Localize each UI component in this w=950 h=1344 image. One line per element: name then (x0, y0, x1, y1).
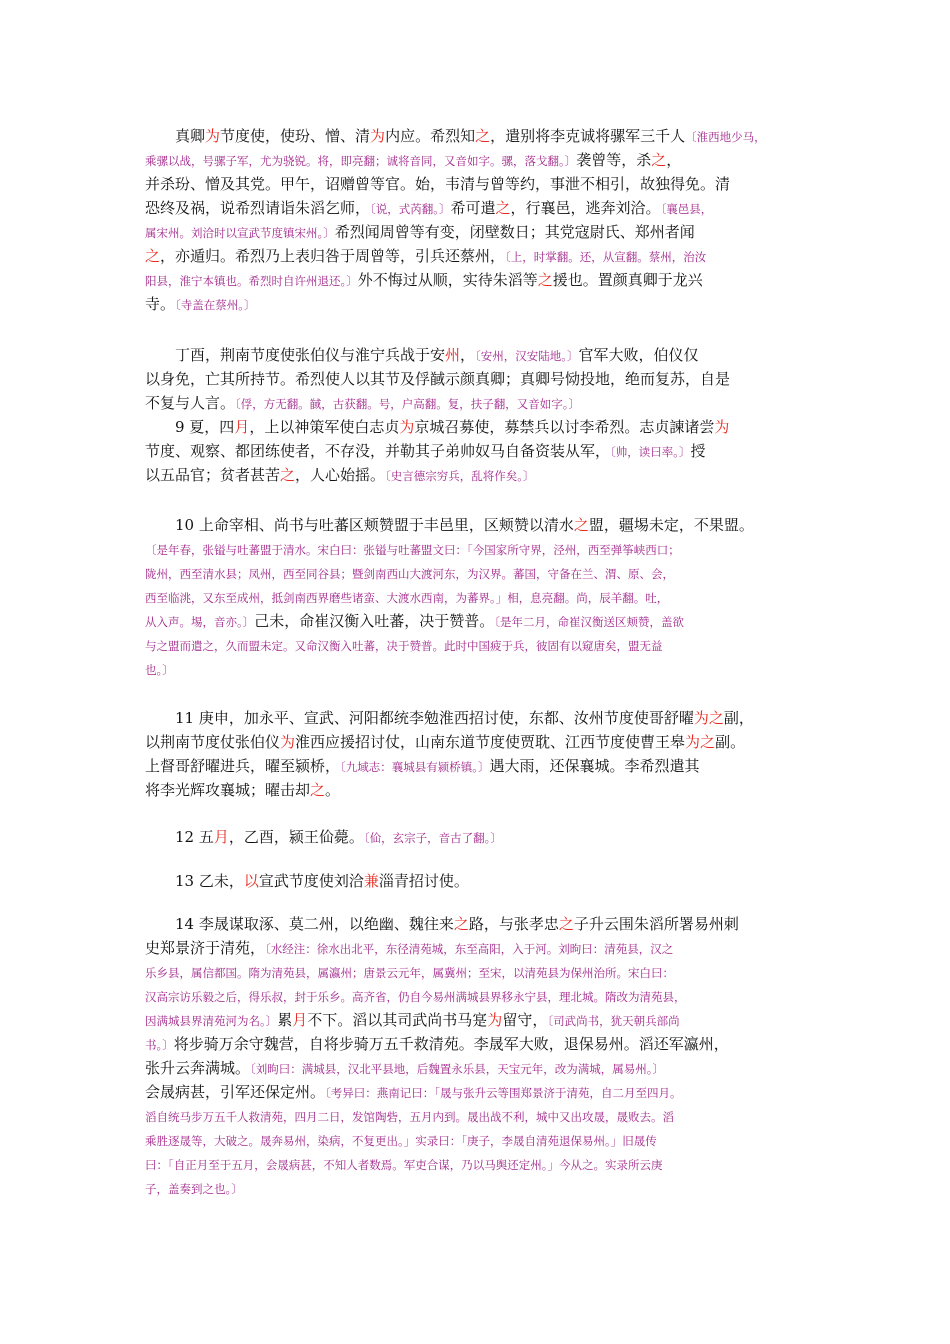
body-text: 京城召募使，募禁兵以讨李希烈。志贞諫诸尝 (414, 418, 715, 436)
text-line (145, 633, 817, 657)
text-line (145, 585, 817, 609)
annotation-text: 〔考异曰：燕南记曰：「晟与张升云等围郑景济于清苑，自二月至四月。 (325, 1086, 682, 1100)
body-text: ，亦遁归。希烈乃上表归咎于周曾等，引兵还蔡州， (160, 247, 506, 265)
body-text: ，人心始摇。 (295, 466, 386, 484)
annotation-text: 〔帅，读曰率。〕 (610, 445, 691, 459)
body-text: 12 五 (175, 828, 214, 846)
highlighted-text: 之 (310, 781, 326, 799)
body-text: 史郑景济于清苑， (145, 939, 266, 957)
annotation-text: 〔寺盖在蔡州。〕 (175, 298, 256, 312)
annotation-text: 〔佡，玄宗子，音古了翻。〕 (363, 831, 502, 845)
annotation-text: 属宋州。刘洽时以宣武节度镇宋州。〕 (145, 226, 335, 240)
annotation-text: 西至临洮，又东至成州，抵剑南西界磨些诸蛮、大渡水西南，为蕃界。」相，息亮翻。尚，辰羊翻。吐， (145, 591, 669, 605)
body-text: 丁酉，荆南节度使张伯仪与淮宁兵战于安 (175, 346, 446, 364)
body-text: 不下。滔以其司武尚书马寔 (307, 1011, 488, 1029)
body-text: 并杀玢、憎及其党。甲午，诏赠曾等官。始，韦清与曾等约，事泄不相引，故独得免。清 (145, 175, 731, 193)
text-line (145, 936, 817, 960)
highlighted-text: 之 (558, 915, 574, 933)
text-line (145, 196, 817, 220)
text-line (145, 561, 817, 585)
text-line (145, 513, 817, 537)
highlighted-text: 为 (370, 127, 386, 145)
body-text: 将步骑万余守魏营，自将步骑万五千救清苑。李晟军大败，退保易州。滔还军瀛州， (173, 1035, 729, 1053)
body-text: 真卿 (175, 127, 206, 145)
body-text: 张升云奔满城。 (145, 1059, 251, 1077)
body-text: 淮西应援招讨仗，山南东道节度使贾耽、江西节度使曹王皋 (295, 733, 686, 751)
body-text: 子升云围朱滔所署易州刺 (573, 915, 739, 933)
body-text: 淄青招讨使。 (378, 872, 469, 890)
body-text: 以五品官；贫者甚苦 (145, 466, 281, 484)
annotation-text: 〔襄邑县， (660, 202, 713, 216)
annotation-text: 乘骡以战，号骡子军，尤为骁锐。将，即亮翻；诚将音同，又音如字。骡，落戈翻。〕 (145, 154, 577, 168)
text-line (145, 268, 817, 292)
body-text: 遇大雨，还保襄城。李希烈遣其 (489, 757, 700, 775)
highlighted-text: 为 (487, 1011, 503, 1029)
annotation-text: 从入声。埸，音亦。〕 (145, 615, 255, 629)
highlighted-text: 为之 (693, 709, 724, 727)
body-text: 盟，疆埸未定，不果盟。 (588, 516, 754, 534)
annotation-text: 陇州，西至清水县；凤州，西至同谷县；暨剑南西山大渡河东，为汉界。蕃国，守备在兰、渭、原、会， (145, 567, 674, 581)
body-text: 节度、观察、都团练使者，不存没，并勒其子弟帅奴马自备资装从军， (145, 442, 611, 460)
text-line (145, 1080, 817, 1104)
body-text: 袭曾等，杀 (576, 151, 652, 169)
body-text: 10 上命宰相、尚书与吐蕃区颊赞盟于丰邑里，区颊赞以清水 (175, 516, 574, 534)
annotation-text: 〔水经注：徐水出北平，东径清苑城，东至高阳，入于河。刘昫曰：清苑县，汉之 (265, 942, 674, 956)
text-line (145, 984, 817, 1008)
annotation-text: 〔是年二月，命崔汉衡送区颊赞，盖欲 (494, 615, 685, 629)
body-text: 13 乙未， (175, 872, 244, 890)
paragraph-6 (145, 825, 817, 849)
annotation-text: 乐乡县，属信都国。隋为清苑县，属瀛州；唐景云元年，属冀州；至宋，以清苑县为保州治所。宋白曰： (145, 966, 674, 980)
annotation-text: 因满城县界清苑河为名。〕 (145, 1014, 278, 1028)
text-line (145, 754, 817, 778)
highlighted-text: 以 (243, 872, 259, 890)
body-text: 己未，命崔汉衡入吐蕃，决于赞普。 (254, 612, 495, 630)
text-line (145, 391, 817, 415)
body-text: ， (666, 151, 682, 169)
highlighted-text: 之 (280, 466, 296, 484)
body-text: 以身免，亡其所持节。希烈使人以其节及俘馘示颜真卿；真卿号恸投地，绝而复苏，自是 (145, 370, 731, 388)
text-line (145, 220, 817, 244)
text-line (145, 124, 817, 148)
annotation-text: 〔安州，汉安陆地。〕 (475, 349, 579, 363)
body-text: 希可遣 (450, 199, 496, 217)
text-line (145, 1032, 817, 1056)
text-line (145, 367, 817, 391)
annotation-text: 子，盖奏到之也。〕 (145, 1182, 243, 1196)
text-line (145, 439, 817, 463)
body-text: ，上以神策军使白志贞 (249, 418, 400, 436)
highlighted-text: 月 (292, 1011, 308, 1029)
body-text: 官军大败，伯仪仅 (578, 346, 699, 364)
annotation-text: 也。〕 (145, 663, 174, 677)
body-text: 副， (723, 709, 754, 727)
highlighted-text: 为之 (685, 733, 716, 751)
body-text: 内应。希烈知 (385, 127, 476, 145)
text-line (145, 1056, 817, 1080)
body-text: 节度使，使玢、憎、清 (220, 127, 371, 145)
body-text: 9 夏，四 (175, 418, 235, 436)
body-text: 授 (690, 442, 706, 460)
text-line (145, 343, 817, 367)
body-text: 副。 (715, 733, 746, 751)
annotation-text: 滔自统马步万五千人救清苑，四月二日，发馆陶砦，五月内到。晟出战不利，城中又出攻晟，晟败去。滔 (145, 1110, 674, 1124)
paragraph-8 (145, 912, 817, 1200)
annotation-text: 〔上，时掌翻。还，从宣翻。蔡州，治汝 (505, 250, 707, 264)
text-line (145, 1176, 817, 1200)
body-text: 会晟病甚，引军还保定州。 (145, 1083, 326, 1101)
body-text: ，行襄邑，逃奔刘洽。 (510, 199, 661, 217)
annotation-text: 〔俘，方无翻。馘，古获翻。号，户高翻。复，扶子翻，又音如字。〕 (235, 397, 581, 411)
text-line (145, 463, 817, 487)
highlighted-text: 之 (537, 271, 553, 289)
text-line (145, 869, 817, 893)
text-line (145, 609, 817, 633)
annotation-text: 乘胜逐晟等，大破之。晟奔易州，染病，不复更出。」实录曰：「庚子，李晟自清苑退保易州。」旧晟传 (145, 1134, 657, 1148)
text-line (145, 706, 817, 730)
body-text: 14 李晟谋取涿、莫二州，以绝幽、魏往来 (175, 915, 454, 933)
body-text: 希烈闻周曾等有变，闭壁数日；其党寇尉氏、郑州者闻 (334, 223, 695, 241)
body-text: 。 (325, 781, 341, 799)
body-text: ，乙酉，颍王佡薨。 (228, 828, 364, 846)
body-text: 外不悔过从顺，实待朱滔等 (357, 271, 538, 289)
body-text: 寺。 (145, 295, 176, 313)
text-line (145, 1104, 817, 1128)
body-text: 以荆南节度仗张伯仪 (145, 733, 281, 751)
text-line (145, 912, 817, 936)
highlighted-text: 之 (475, 127, 491, 145)
annotation-text: 曰：「自正月至于五月，会晟病甚，不知人者数焉。军吏合谋，乃以马舆还定州。」今从之。实录所云庚 (145, 1158, 663, 1172)
paragraph-2 (145, 343, 817, 415)
body-text: 恐终及祸，说希烈请诣朱滔乞师， (145, 199, 371, 217)
text-line (145, 537, 817, 561)
highlighted-text: 月 (213, 828, 229, 846)
body-text: 援也。置颜真卿于龙兴 (552, 271, 703, 289)
body-text: ，遣别将李克诚将骡军三千人 (490, 127, 686, 145)
body-text: 上督哥舒曜进兵，曜至颍桥， (145, 757, 341, 775)
text-line (145, 657, 817, 681)
paragraph-5 (145, 706, 817, 802)
text-line (145, 1152, 817, 1176)
paragraph-7 (145, 869, 817, 893)
paragraph-1 (145, 124, 817, 316)
highlighted-text: 为 (714, 418, 730, 436)
body-text: 不复与人言。 (145, 394, 236, 412)
text-line (145, 244, 817, 268)
annotation-text: 与之盟而遣之，久而盟未定。又命汉衡入吐蕃，决于赞普。此时中国疲于兵，彼固有以窥唐矣，盟无益 (145, 639, 663, 653)
annotation-text: 阳县，淮宁本镇也。希烈时自许州退还。〕 (145, 274, 358, 288)
highlighted-text: 为 (205, 127, 221, 145)
annotation-text: 〔是年春，张镒与吐蕃盟于清水。宋白曰：张镒与吐蕃盟文曰：「今国家所守界，泾州，西至弹筝峡西口； (145, 543, 680, 557)
body-text: 11 庚申，加永平、宣武、河阳都统李勉淮西招讨使，东都、汝州节度使哥舒曜 (175, 709, 694, 727)
highlighted-text: 为 (280, 733, 296, 751)
body-text: 将李光辉攻襄城；曜击却 (145, 781, 311, 799)
text-line (145, 1008, 817, 1032)
annotation-text: 〔史言德宗穷兵，乱将作矣。〕 (385, 469, 535, 483)
text-line (145, 148, 817, 172)
annotation-text: 〔刘昫曰：满城县，汉北平县地，后魏置永乐县，天宝元年，改为满城，属易州。〕 (250, 1062, 665, 1076)
highlighted-text: 之 (573, 516, 589, 534)
text-line (145, 172, 817, 196)
highlighted-text: 兼 (363, 872, 379, 890)
text-line (145, 825, 817, 849)
body-text: 留守， (502, 1011, 548, 1029)
highlighted-text: 之 (145, 247, 161, 265)
highlighted-text: 为 (399, 418, 415, 436)
highlighted-text: 之 (495, 199, 511, 217)
body-text: 路，与张孝忠 (468, 915, 559, 933)
body-text: 累 (277, 1011, 293, 1029)
annotation-text: 〔九域志：襄城县有颍桥镇。〕 (340, 760, 490, 774)
body-text: ， (460, 346, 476, 364)
paragraph-3 (145, 415, 817, 487)
text-line (145, 415, 817, 439)
annotation-text: 书。〕 (145, 1038, 174, 1052)
text-line (145, 1128, 817, 1152)
annotation-text: 〔淮西地少马， (685, 130, 766, 144)
annotation-text: 汉高宗访乐毅之后，得乐叔，封于乐乡。高齐省，仍自今易州满城县界移永宁县，理北城。隋改为清苑县， (145, 990, 686, 1004)
annotation-text: 〔说，式芮翻。〕 (370, 202, 451, 216)
text-line (145, 730, 817, 754)
highlighted-text: 月 (234, 418, 250, 436)
text-line (145, 960, 817, 984)
text-line (145, 292, 817, 316)
text-line (145, 778, 817, 802)
highlighted-text: 之 (453, 915, 469, 933)
body-text: 宣武节度使刘洽 (258, 872, 364, 890)
highlighted-text: 州 (445, 346, 461, 364)
highlighted-text: 之 (651, 151, 667, 169)
paragraph-4 (145, 513, 817, 681)
annotation-text: 〔司武尚书，犹天朝兵部尚 (547, 1014, 680, 1028)
